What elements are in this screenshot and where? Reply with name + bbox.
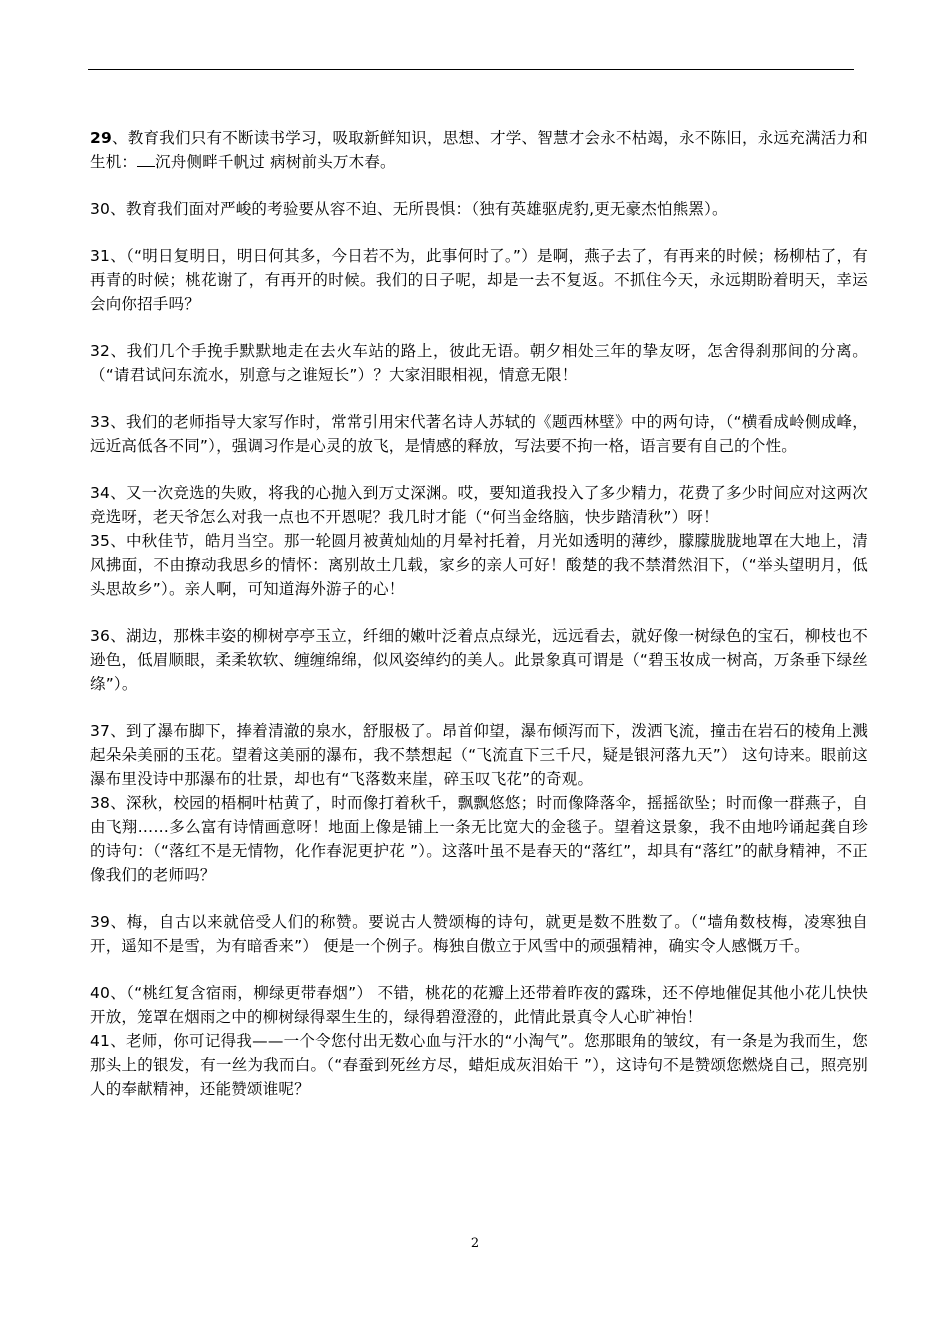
answer-blank xyxy=(137,152,155,167)
paragraph-answer: 沉舟侧畔千帆过 病树前头万木春。 xyxy=(155,153,396,171)
document-body xyxy=(90,126,868,1101)
paragraph-34: 34、又一次竞选的失败，将我的心抛入到万丈深渊。哎，要知道我投入了多少精力，花费了多少时间应对这两次竞选呀，老天爷怎么对我一点也不开恩呢？我几时才能（“何当金络脑，快步踏清秋”）呀！ xyxy=(90,484,868,526)
paragraph-35: 35、中秋佳节，皓月当空。那一轮圆月被黄灿灿的月晕衬托着，月光如透明的薄纱，朦朦胧胧地罩在大地上，清风拂面，不由撩动我思乡的情怀：离别故土几载，家乡的亲人可好！酸楚的我不禁潸然泪下，（“举头望明月，低头思故乡”）。亲人啊，可知道海外游子的心！ xyxy=(90,532,868,598)
paragraph-33: 33、我们的老师指导大家写作时，常常引用宋代著名诗人苏轼的《题西林壁》中的两句诗，（“横看成岭侧成峰，远近高低各不同”），强调习作是心灵的放飞，是情感的释放，写法要不拘一格，语言要有自己的个性。 xyxy=(90,413,868,455)
item-number: 29 xyxy=(90,129,112,147)
paragraph-36: 36、湖边，那株丰姿的柳树亭亭玉立，纤细的嫩叶泛着点点绿光，远远看去，就好像一树绿色的宝石，柳枝也不逊色，低眉顺眼，柔柔软软、缠缠绵绵，似风姿绰约的美人。此景象真可谓是（“碧玉妆成一树高，万条垂下绿丝绦”）。 xyxy=(90,627,868,693)
paragraph-39: 39、梅，自古以来就倍受人们的称赞。要说古人赞颂梅的诗句，就更是数不胜数了。（“墙角数枝梅，凌寒独自开，遥知不是雪，为有暗香来”） 便是一个例子。梅独自傲立于风雪中的顽强精神，确实令人感慨万千。 xyxy=(90,913,868,955)
header-rule xyxy=(88,69,854,70)
paragraph-31: 31、（“明日复明日，明日何其多，今日若不为，此事何时了。”）是啊，燕子去了，有再来的时候；杨柳枯了，有再青的时候；桃花谢了，有再开的时候。我们的日子呢，却是一去不复返。不抓住今天，永远期盼着明天，幸运会向你招手吗？ xyxy=(90,247,868,313)
paragraph-41: 41、老师，你可记得我——一个令您付出无数心血与汗水的“小淘气”。您那眼角的皱纹，有一条是为我而生，您那头上的银发，有一丝为我而白。（“春蚕到死丝方尽，蜡炬成灰泪始干 ”），这诗句不是赞颂您燃烧自己，照亮别人的奉献精神，还能赞颂谁呢？ xyxy=(90,1032,869,1098)
page-number: 2 xyxy=(470,1236,480,1251)
paragraph-30: 30、教育我们面对严峻的考验要从容不迫、无所畏惧：（独有英雄驱虎豹,更无豪杰怕熊罴）。 xyxy=(90,200,728,218)
paragraph-37: 37、到了瀑布脚下，捧着清澈的泉水，舒服极了。昂首仰望，瀑布倾泻而下，泼洒飞流，撞击在岩石的棱角上溅起朵朵美丽的玉花。望着这美丽的瀑布，我不禁想起（“飞流直下三千尺，疑是银河落九天”） 这句诗来。眼前这瀑布里没诗中那瀑布的壮景，却也有“飞落数来崖，碎玉叹飞花”的奇观。 xyxy=(90,722,868,788)
paragraph-40: 40、（“桃红复含宿雨，柳绿更带春烟”） 不错，桃花的花瓣上还带着昨夜的露珠，还不停地催促其他小花儿快快开放，笼罩在烟雨之中的柳树绿得翠生生的，绿得碧澄澄的，此情此景真令人心旷神怡！ xyxy=(90,984,868,1026)
paragraph-38: 38、深秋，校园的梧桐叶枯黄了，时而像打着秋千，飘飘悠悠；时而像降落伞，摇摇欲坠；时而像一群燕子，自由飞翔……多么富有诗情画意呀！地面上像是铺上一条无比宽大的金毯子。望着这景象，我不由地吟诵起龚自珍的诗句：（“落红不是无情物，化作春泥更护花 ”）。这落叶虽不是春天的“落红”，却具有“落红”的献身精神，不正像我们的老师吗？ xyxy=(90,794,868,884)
paragraph-text: 、教育我们只有不断读书学习，吸取新鲜知识，思想、才学、智慧才会永不枯竭，永不陈旧，永远充满活力和生机： xyxy=(90,129,868,171)
paragraph-32: 32、我们几个手挽手默默地走在去火车站的路上，彼此无语。朝夕相处三年的挚友呀，怎舍得刹那间的分离。（“请君试问东流水，别意与之谁短长”）？大家泪眼相视，情意无限！ xyxy=(90,342,868,384)
paragraph-29 xyxy=(90,126,868,174)
